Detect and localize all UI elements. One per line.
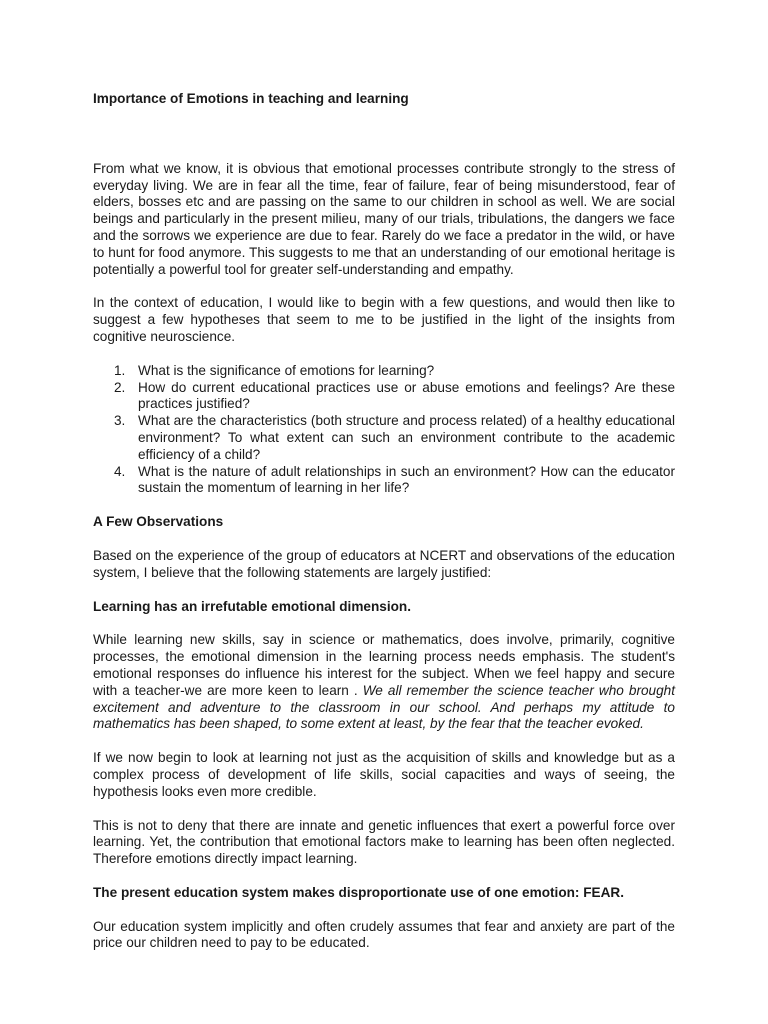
- list-item-text: How do current educational practices use or abuse emotions and feelings? Are these practices justified?: [138, 379, 675, 412]
- list-item-number: 1.: [114, 362, 126, 378]
- hypothesis-paragraph: If we now begin to look at learning not just as the acquisition of skills and knowledge but as a complex process of development of life skills, social capacities and ways of seeing, the hypothesis looks even more credible.: [93, 750, 675, 799]
- learning-paragraph-italic: We all remember the science teacher who brought excitement and adventure to the classroom in our school. And perhaps my attitude to mathematics has been shaped, to some extent at least, by the fear that the teacher evoked.: [93, 682, 675, 732]
- observations-heading: A Few Observations: [93, 514, 224, 530]
- list-item-text: What are the characteristics (both structure and process related) of a healthy educational environment? To what extent can such an environment contribute to the academic efficiency of a child?: [138, 413, 675, 462]
- list-item: [114, 413, 675, 463]
- list-item-number: 2.: [114, 379, 126, 395]
- fear-heading: The present education system makes disproportionate use of one emotion: FEAR.: [93, 884, 625, 900]
- fear-paragraph: Our education system implicitly and often crudely assumes that fear and anxiety are part of the price our children need to pay to be educated.: [93, 918, 675, 951]
- list-item-text: What is the nature of adult relationships in such an environment? How can the educator sustain the momentum of learning in her life?: [138, 463, 675, 496]
- list-item-text: What is the significance of emotions for learning?: [138, 362, 435, 378]
- genetic-paragraph: This is not to deny that there are innate and genetic influences that exert a powerful force over learning. Yet, the contribution that emotional factors make to learning has been often neglected. Therefore emotions directly impact learning.: [93, 817, 675, 867]
- list-item: [114, 463, 675, 498]
- list-item-number: 3.: [114, 413, 126, 429]
- list-item-number: 4.: [114, 463, 126, 479]
- questions-list: [93, 363, 675, 497]
- learning-heading: Learning has an irrefutable emotional dimension.: [93, 598, 411, 614]
- learning-paragraph-plain: While learning new skills, say in science or mathematics, does involve, primarily, cognitive processes, the emotional dimension in the learning process needs emphasis. The student's emotional responses do influence his interest for the subject. When we feel happy and secure with a teacher-we are more keen to learn .: [93, 632, 675, 698]
- document-title: Importance of Emotions in teaching and learning: [93, 91, 409, 106]
- context-paragraph: In the context of education, I would like to begin with a few questions, and would then like to suggest a few hypotheses that seem to me to be justified in the light of the insights from cognitive neuroscience.: [93, 295, 675, 344]
- list-item: [114, 362, 675, 380]
- observations-paragraph: Based on the experience of the group of educators at NCERT and observations of the education system, I believe that the following statements are largely justified:: [93, 547, 675, 580]
- intro-paragraph: From what we know, it is obvious that emotional processes contribute strongly to the stress of everyday living. We are in fear all the time, fear of failure, fear of being misunderstood, fear of elders, bosses etc and are passing on the same to our children in school as well. We are social beings and particularly in the present milieu, many of our trials, tribulations, the dangers we face and the sorrows we experience are due to fear. Rarely do we face a predator in the wild, or have to hunt for food anymore. This suggests to me that an understanding of our emotional heritage is potentially a powerful tool for greater self-understanding and empathy.: [93, 160, 675, 277]
- list-item: [114, 379, 675, 414]
- learning-paragraph: [93, 632, 675, 733]
